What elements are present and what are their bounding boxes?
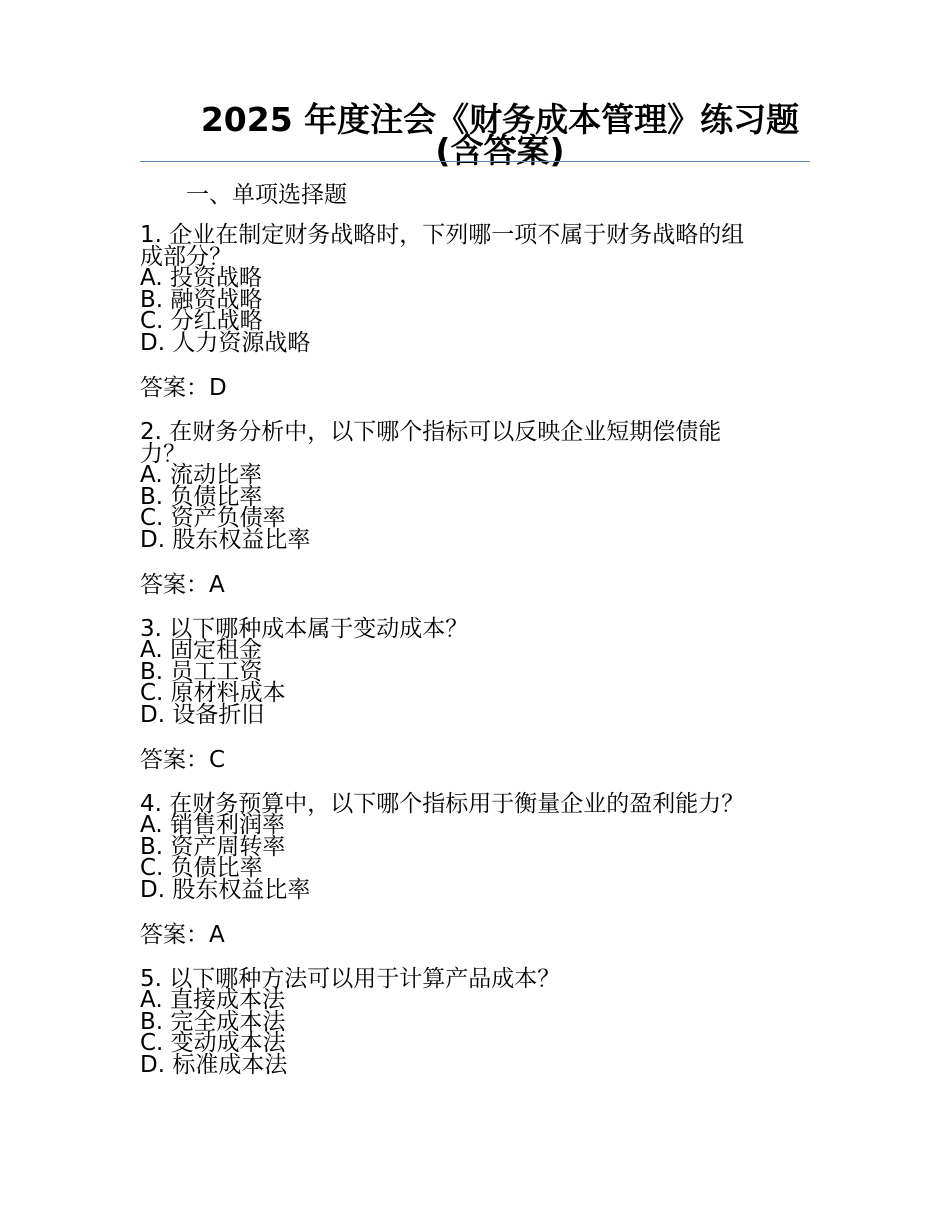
question-2-option-d: D. 股东权益比率 (140, 526, 311, 553)
question-4-answer: 答案：A (140, 922, 225, 948)
question-1-option-a: A. 投资战略 (140, 265, 262, 291)
question-2 (140, 421, 800, 596)
question-4-text-line-1: 4. 在财务预算中，以下哪个指标用于衡量企业的盈利能力？ (140, 791, 745, 817)
question-3-option-d: D. 设备折旧 (140, 701, 265, 728)
question-5-text-line-1: 5. 以下哪种方法可以用于计算产品成本？ (140, 966, 561, 992)
question-4-option-d: D. 股东权益比率 (140, 876, 311, 903)
question-2-option-a: A. 流动比率 (140, 462, 262, 488)
question-1-text-line-2: 成部分？ (140, 244, 232, 270)
question-1-option-b: B. 融资战略 (140, 286, 263, 313)
question-1-option-c: C. 分红战略 (140, 308, 263, 334)
question-3-option-c: C. 原材料成本 (140, 680, 286, 706)
question-1-answer: 答案：D (140, 375, 227, 401)
section-heading: 一、单项选择题 (186, 182, 347, 208)
question-5-option-d: D. 标准成本法 (140, 1051, 288, 1078)
question-2-option-c: C. 资产负债率 (140, 505, 286, 531)
question-3 (140, 618, 800, 771)
question-1-text-line-1: 1. 企业在制定财务战略时，下列哪一项不属于财务战略的组 (140, 222, 745, 248)
question-5-option-a: A. 直接成本法 (140, 987, 285, 1013)
question-list (140, 224, 800, 1076)
question-2-text-line-1: 2. 在财务分析中，以下哪个指标可以反映企业短期偿债能 (140, 419, 722, 445)
question-2-text-line-2: 力？ (140, 441, 186, 467)
question-5-option-c: C. 变动成本法 (140, 1030, 286, 1056)
question-5-option-b: B. 完全成本法 (140, 1008, 286, 1035)
question-4-option-a: A. 销售利润率 (140, 812, 285, 838)
title-divider (140, 161, 810, 162)
question-3-answer: 答案：C (140, 747, 226, 773)
question-4 (140, 793, 800, 946)
question-4-option-c: C. 负债比率 (140, 855, 263, 881)
question-3-option-a: A. 固定租金 (140, 637, 262, 663)
question-3-text-line-1: 3. 以下哪种成本属于变动成本？ (140, 616, 469, 642)
question-4-option-b: B. 资产周转率 (140, 833, 286, 860)
document-title (140, 100, 810, 170)
document-title-line-2: (含答案) (435, 131, 565, 170)
question-1-option-d: D. 人力资源战略 (140, 329, 311, 356)
question-2-answer: 答案：A (140, 572, 225, 598)
question-5 (140, 968, 800, 1076)
question-3-option-b: B. 员工工资 (140, 658, 263, 685)
question-1 (140, 224, 800, 399)
question-2-option-b: B. 负债比率 (140, 483, 263, 510)
document-title-line-1: 2025 年度注会《财务成本管理》练习题 (200, 100, 800, 139)
